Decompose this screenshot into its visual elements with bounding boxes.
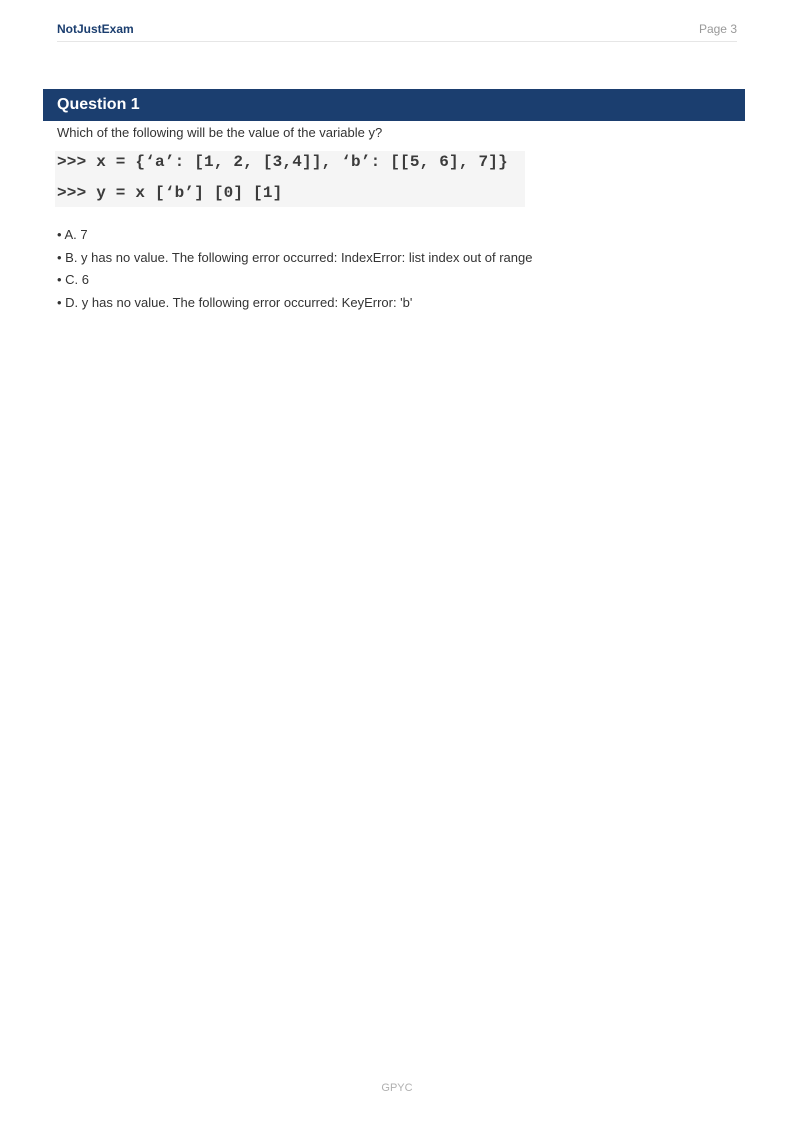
option-d: • D. y has no value. The following error occurred: KeyError: 'b' [57,294,413,310]
page-number: Page 3 [698,22,737,36]
brand-name: NotJustExam [57,22,134,36]
page-header [57,18,737,42]
answer-options [57,227,532,317]
option-b: • B. y has no value. The following error occurred: IndexError: list index out of range [57,249,533,265]
question-title: Question 1 [57,96,140,113]
option-a: • A. 7 [57,227,88,242]
option-c: • C. 6 [57,272,90,287]
question-prompt: Which of the following will be the value of the variable y? [57,125,383,140]
question-header-bar [43,89,745,121]
code-line: >>> x = {‘a’: [1, 2, [3,4]], ‘b’: [[5, 6], 7]} [57,153,508,171]
code-snippet-image [55,151,525,207]
code-line: >>> y = x [‘b’] [0] [1] [57,184,283,202]
page-footer: GPYC [381,1082,413,1094]
